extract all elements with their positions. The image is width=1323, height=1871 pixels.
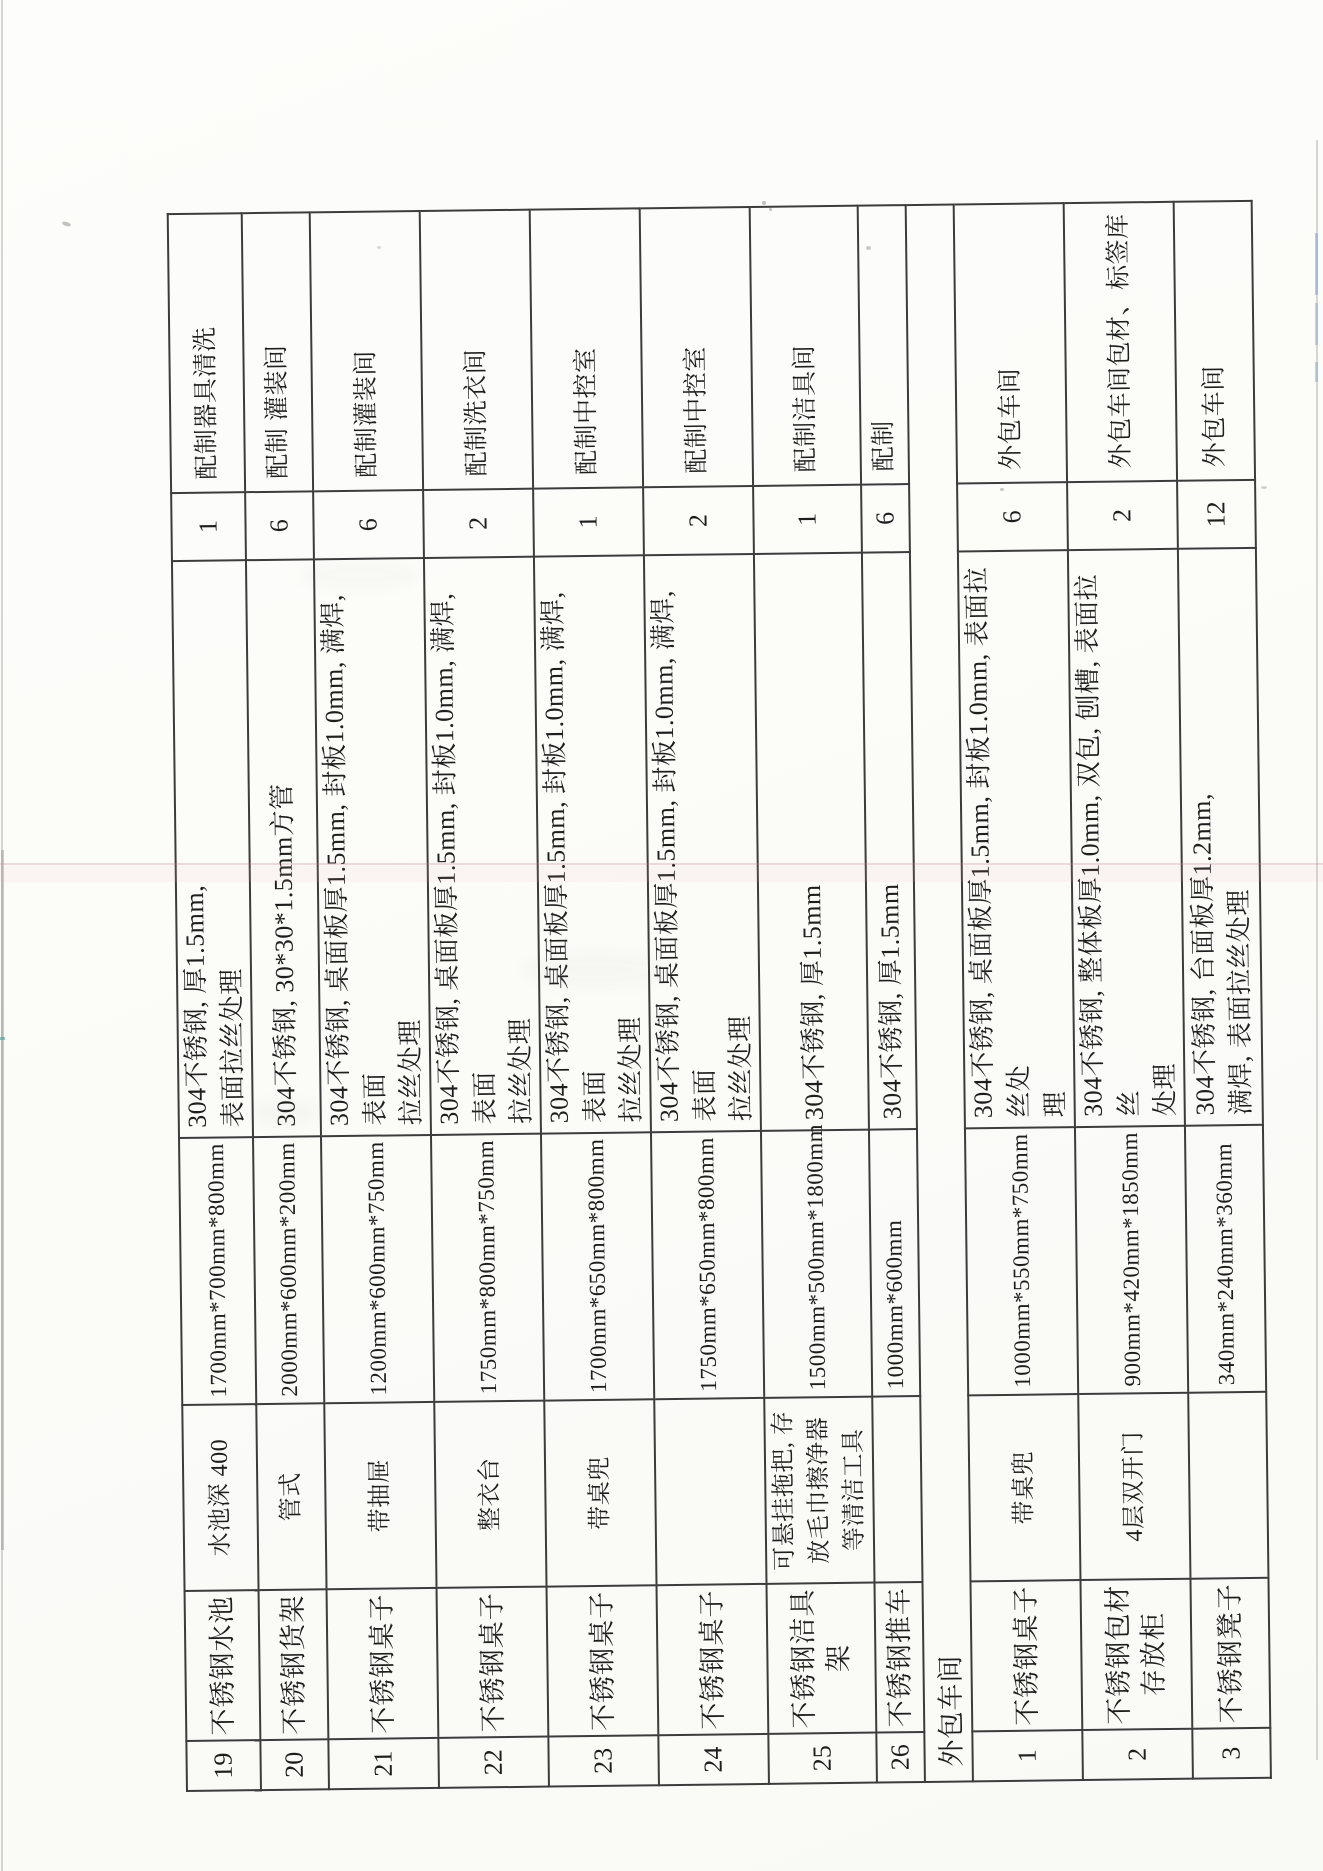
cell-material: 304不锈钢, 桌面板厚1.5mm, 封板1.0mm, 满焊, 表面 拉丝处理 xyxy=(644,554,761,1132)
paper-edge-line-left xyxy=(1,0,3,1871)
cell-material: 304不锈钢, 桌面板厚1.5mm, 封板1.0mm, 满焊, 表面 拉丝处理 xyxy=(314,558,431,1136)
cell-size: 900mm*420mm*1850mm xyxy=(1075,1126,1188,1394)
cell-qty: 6 xyxy=(861,484,910,553)
cell-spec: 带桌兜 xyxy=(968,1394,1080,1581)
paper-edge-shadow-left xyxy=(1,850,4,1550)
cell-name: 不锈钢洁具 架 xyxy=(767,1583,877,1734)
cell-spec: 整衣台 xyxy=(434,1401,546,1588)
cell-spec: 水池深 400 xyxy=(182,1404,258,1591)
cell-location: 配制 灌装间 xyxy=(242,212,313,492)
cell-qty: 2 xyxy=(643,486,754,555)
cell-location: 外包车间 xyxy=(954,203,1067,483)
cell-material: 304不锈钢, 桌面板厚1.5mm, 封板1.0mm, 满焊, 表面 拉丝处理 xyxy=(424,557,541,1135)
table-row xyxy=(420,210,549,1788)
cell-qty: 12 xyxy=(1177,480,1256,549)
cell-name: 不锈钢桌子 xyxy=(547,1585,659,1736)
cell-no: 22 xyxy=(438,1737,549,1788)
cell-location: 配制洗衣间 xyxy=(420,210,533,490)
cell-material: 304不锈钢, 桌面板厚1.5mm, 封板1.0mm, 满焊, 表面 拉丝处理 xyxy=(534,555,651,1133)
cell-qty: 6 xyxy=(245,491,314,560)
table-row xyxy=(640,207,769,1785)
cell-no: 20 xyxy=(260,1739,329,1790)
cell-spec: 可悬挂拖把, 存 放毛巾擦净器 等清洁工具 xyxy=(764,1397,874,1584)
cell-name: 不锈钢凳子 xyxy=(1190,1578,1270,1729)
cell-location: 配制灌装间 xyxy=(310,211,423,491)
ink-speck xyxy=(762,201,766,205)
equipment-table-body xyxy=(168,201,1271,1791)
cell-size: 1200mm*600mm*750mm xyxy=(321,1135,434,1403)
teal-mark-left-edge xyxy=(0,1037,5,1040)
cell-qty: 2 xyxy=(1067,481,1178,550)
cell-size: 1700mm*700mm*800mm xyxy=(179,1137,256,1405)
cell-no: 24 xyxy=(658,1734,769,1785)
cell-qty: 6 xyxy=(313,490,424,559)
cell-material: 304不锈钢, 台面板厚1.2mm, 满焊, 表面拉丝处理 xyxy=(1178,548,1263,1126)
cell-material: 304不锈钢, 桌面板厚1.5mm, 封板1.0mm, 表面拉丝处 理 xyxy=(958,550,1075,1128)
cell-name: 不锈钢桌子 xyxy=(327,1588,439,1739)
table-row xyxy=(954,203,1083,1781)
cell-size: 1000mm*550mm*750mm xyxy=(965,1127,1078,1395)
cell-no: 25 xyxy=(768,1733,877,1784)
cell-size: 1000mm*600mm xyxy=(869,1129,920,1397)
ink-speck xyxy=(62,221,72,228)
cell-no: 26 xyxy=(876,1732,925,1783)
cell-no: 19 xyxy=(186,1740,261,1791)
cell-name: 不锈钢水池 xyxy=(185,1590,261,1741)
cell-spec xyxy=(1188,1392,1268,1579)
cell-material: 304不锈钢, 厚1.5mm xyxy=(754,553,869,1131)
cell-qty: 2 xyxy=(423,489,534,558)
cell-size: 1500mm*500mm*1800mm xyxy=(761,1130,872,1398)
cell-location: 配制洁具间 xyxy=(750,206,861,486)
cell-size: 340mm*240mm*360mm xyxy=(1185,1125,1266,1393)
table-row xyxy=(530,208,659,1786)
paper-edge-line-right xyxy=(1316,140,1318,1760)
cell-size: 1700mm*650mm*800mm xyxy=(541,1132,654,1400)
cell-spec xyxy=(654,1398,766,1585)
cell-qty: 1 xyxy=(753,485,862,554)
cell-name: 不锈钢桌子 xyxy=(437,1587,549,1738)
cell-no: 2 xyxy=(1082,1729,1193,1780)
equipment-table-rotated-container xyxy=(167,204,1256,1792)
table-row xyxy=(750,206,877,1784)
equipment-table xyxy=(167,200,1272,1792)
table-row xyxy=(1064,202,1193,1780)
blue-pen-mark-right-3 xyxy=(1315,362,1318,382)
cell-name: 不锈钢桌子 xyxy=(970,1580,1082,1731)
cell-name: 不锈钢包材 存放柜 xyxy=(1080,1579,1192,1730)
cell-name: 不锈钢货架 xyxy=(259,1589,329,1740)
cell-qty: 1 xyxy=(171,492,246,561)
cell-name: 不锈钢桌子 xyxy=(657,1584,769,1735)
cell-spec xyxy=(872,1396,922,1583)
cell-size: 1750mm*650mm*800mm xyxy=(651,1131,764,1399)
cell-material: 304不锈钢, 整体板厚1.0mm, 双包, 刨槽, 表面拉丝 处理 xyxy=(1068,549,1185,1127)
section-label: 外包车间 xyxy=(906,205,973,1782)
cell-location: 外包车间包材、标签库 xyxy=(1064,202,1177,482)
cell-qty: 6 xyxy=(957,482,1068,551)
cell-spec: 带抽屉 xyxy=(324,1402,436,1589)
cell-qty: 1 xyxy=(533,487,644,556)
cell-location: 配制器具清洗 xyxy=(168,213,245,493)
cell-no: 21 xyxy=(328,1738,439,1789)
blue-pen-mark-right-2 xyxy=(1315,303,1318,345)
cell-location: 配制中控室 xyxy=(640,207,753,487)
blue-pen-mark-right-1 xyxy=(1315,233,1318,295)
table-row xyxy=(310,211,439,1789)
cell-no: 1 xyxy=(972,1730,1083,1781)
ink-speck xyxy=(1261,486,1267,489)
cell-location: 配制中控室 xyxy=(530,208,643,488)
cell-no: 23 xyxy=(548,1735,659,1786)
cell-location: 外包车间 xyxy=(1174,201,1255,481)
cell-spec: 带桌兜 xyxy=(544,1399,656,1586)
cell-spec: 管式 xyxy=(256,1403,326,1590)
cell-size: 1750mm*800mm*750mm xyxy=(431,1134,544,1402)
cell-no: 3 xyxy=(1192,1728,1271,1779)
cell-size: 2000mm*600mm*200mm xyxy=(253,1136,324,1404)
cell-material: 304不锈钢, 厚1.5mm, 表面拉丝处理 xyxy=(172,560,253,1138)
cell-material: 304不锈钢, 30*30*1.5mm方管 xyxy=(246,559,321,1137)
cell-location: 配制 xyxy=(858,205,909,485)
cell-name: 不锈钢推车 xyxy=(874,1582,924,1733)
cell-spec: 4层双开门 xyxy=(1078,1393,1190,1580)
cell-material: 304不锈钢, 厚1.5mm xyxy=(862,552,917,1130)
